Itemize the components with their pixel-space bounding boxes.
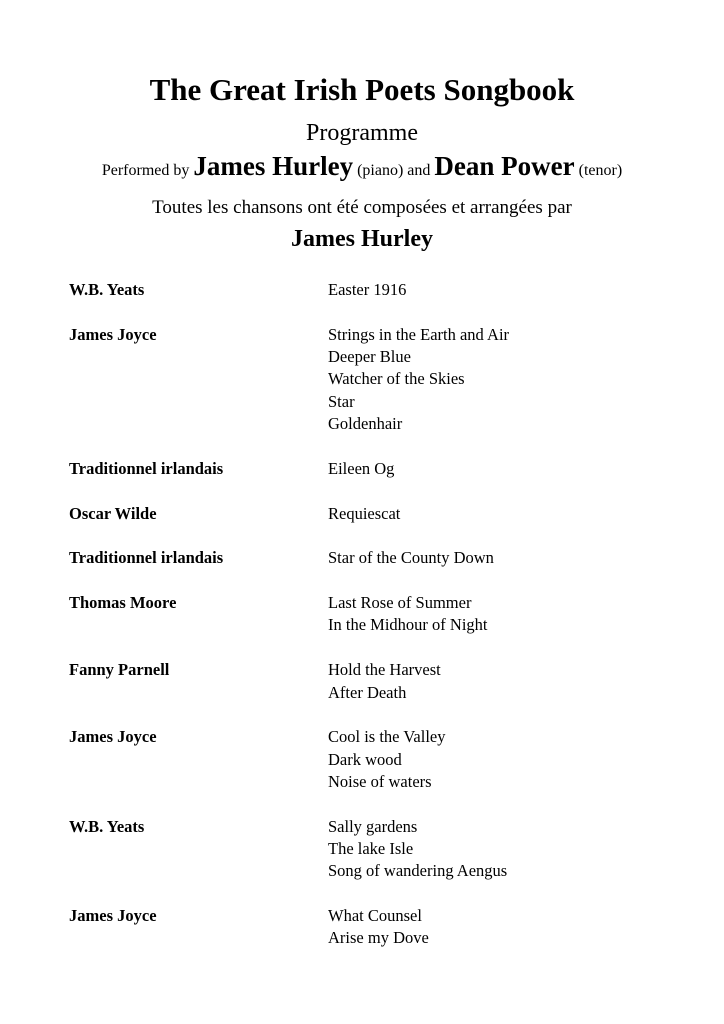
song-list xyxy=(328,816,507,883)
song-title: Easter 1916 xyxy=(328,280,407,299)
poet-name: James Joyce xyxy=(69,906,157,926)
song-title: Noise of waters xyxy=(328,771,432,791)
programme-entry xyxy=(69,659,669,704)
song-title: Goldenhair xyxy=(328,413,403,433)
song-list xyxy=(328,503,400,525)
programme-entry xyxy=(69,324,669,435)
programme-entry xyxy=(69,547,669,569)
programme-entry xyxy=(69,905,669,950)
song-title: In the Midhour of Night xyxy=(328,615,488,635)
song-title: Cool is the Valley xyxy=(328,727,446,747)
song-title: What Counsel xyxy=(328,906,422,926)
programme-entry xyxy=(69,279,669,301)
performer-2-role: (tenor) xyxy=(578,162,623,179)
song-list xyxy=(328,659,441,704)
song-title: After Death xyxy=(328,682,407,702)
programme-entry xyxy=(69,458,669,480)
poet-name: James Joyce xyxy=(69,324,157,344)
song-title: Star xyxy=(328,391,355,411)
song-title: Hold the Harvest xyxy=(328,660,441,680)
song-title: Song of wandering Aengus xyxy=(328,861,508,881)
song-list xyxy=(328,458,394,480)
poet-name: Thomas Moore xyxy=(69,593,177,613)
poet-name: W.B. Yeats xyxy=(69,816,145,836)
song-title: Strings in the Earth and Air xyxy=(328,324,510,344)
page-subtitle: Programme xyxy=(306,120,418,146)
programme-entry xyxy=(69,726,669,793)
composer-name: James Hurley xyxy=(291,226,433,252)
performed-by-label: Performed by xyxy=(101,162,190,179)
composed-by-line: Toutes les chansons ont été composées et arrangées par xyxy=(152,197,572,218)
performer-2-name: Dean Power xyxy=(434,151,575,181)
song-list xyxy=(328,279,406,301)
song-title: Dark wood xyxy=(328,749,402,769)
performer-1-name: James Hurley xyxy=(193,151,354,181)
programme-header xyxy=(0,70,724,254)
song-title: Eileen Og xyxy=(328,458,395,478)
poet-name: Traditionnel irlandais xyxy=(69,548,224,568)
song-list xyxy=(328,324,509,435)
song-title: Requiescat xyxy=(328,503,401,523)
song-title: Last Rose of Summer xyxy=(328,593,472,613)
programme-entry xyxy=(69,816,669,883)
poet-name: Traditionnel irlandais xyxy=(69,458,224,478)
song-title: The lake Isle xyxy=(328,839,414,859)
poet-name: W.B. Yeats xyxy=(69,280,145,299)
performer-1-role: (piano) xyxy=(357,162,404,179)
poet-name: Fanny Parnell xyxy=(69,660,170,680)
and-label: and xyxy=(407,162,431,179)
poet-name: James Joyce xyxy=(69,727,157,747)
song-title: Watcher of the Skies xyxy=(328,369,465,389)
song-title: Deeper Blue xyxy=(328,347,411,367)
programme-entry xyxy=(69,592,669,637)
song-list xyxy=(328,547,494,569)
programme-list xyxy=(69,279,669,972)
song-title: Star of the County Down xyxy=(328,548,494,568)
song-title: Arise my Dove xyxy=(328,928,429,948)
programme-entry xyxy=(69,503,669,525)
poet-name: Oscar Wilde xyxy=(69,503,157,523)
song-title: Sally gardens xyxy=(328,816,418,836)
song-list xyxy=(328,592,487,637)
performers-line xyxy=(0,150,724,187)
song-list xyxy=(328,905,429,950)
page-title: The Great Irish Poets Songbook xyxy=(149,72,575,107)
song-list xyxy=(328,726,445,793)
